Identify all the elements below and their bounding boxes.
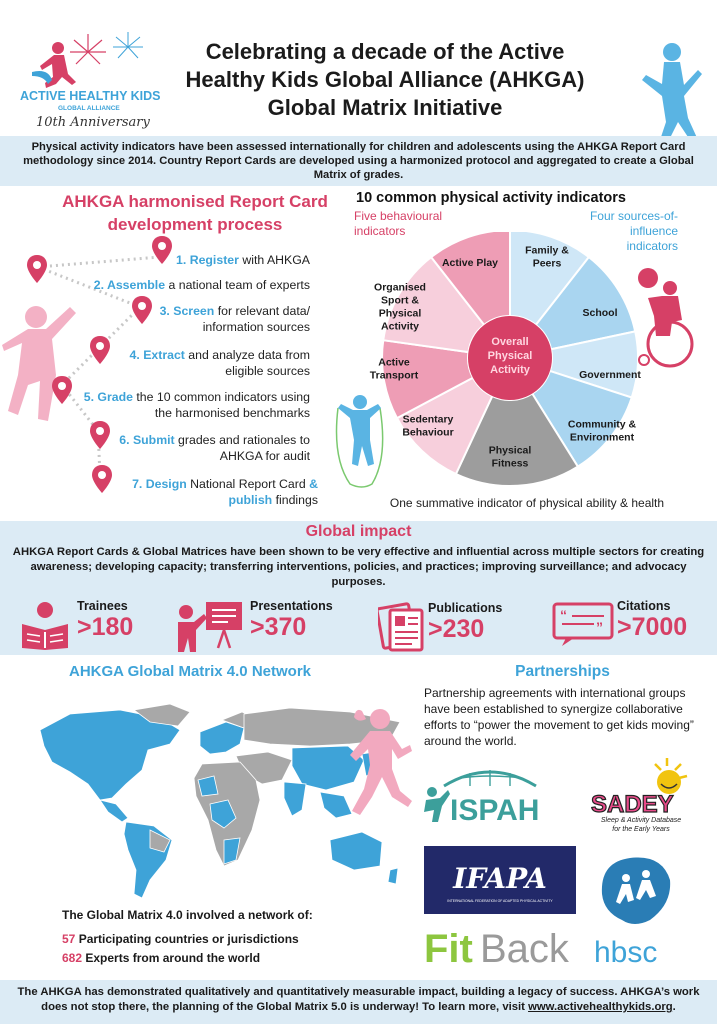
step-4-key: 4. Extract xyxy=(129,348,185,362)
wheel-segment-label: Organised Sport & Physical Activity xyxy=(374,281,426,333)
stat-citations-value: >7000 xyxy=(617,613,688,641)
step-4-line2: eligible sources xyxy=(225,364,310,378)
process-step-2 xyxy=(60,277,310,293)
wheel-segment-label: Family & Peers xyxy=(525,244,569,270)
step-6-line2: AHKGA for audit xyxy=(219,449,310,463)
wheelchair-basketball-illustration xyxy=(626,262,706,372)
svg-text:”: ” xyxy=(596,619,603,635)
network-countries-text: Participating countries or jurisdictions xyxy=(75,932,299,946)
step-5-line2: the harmonised benchmarks xyxy=(154,406,310,420)
process-step-1 xyxy=(130,252,310,268)
wheel-center-line-3: Activity xyxy=(490,364,530,376)
network-experts-count: 682 xyxy=(62,951,83,965)
network-row-countries xyxy=(62,932,392,946)
step-7-amp: & xyxy=(309,477,318,491)
step-4-text: and analyze data from xyxy=(184,348,310,362)
step-7-line2: findings xyxy=(272,493,318,507)
step-3-key: 3. Screen xyxy=(159,304,215,318)
map-pin-icon xyxy=(27,255,47,283)
wheel-segment-label: Active Transport xyxy=(369,356,419,382)
step-1-text: with AHKGA xyxy=(238,253,310,267)
presentation-icon xyxy=(174,600,246,652)
sadey-sub-2: for the Early Years xyxy=(612,826,670,833)
five-label-line-1: Five behavioural xyxy=(354,209,443,223)
ifapa-logo-text: IFAPA xyxy=(453,862,547,895)
stat-trainees-value: >180 xyxy=(77,613,134,641)
citation-icon xyxy=(552,602,614,646)
logo-line3: 10th Anniversary xyxy=(36,115,150,130)
wheel-center-line-2: Physical xyxy=(487,350,533,362)
step-7-text: National Report Card xyxy=(186,477,310,491)
step-1-key: 1. Register xyxy=(176,253,239,267)
step-5-text: the 10 common indicators using xyxy=(132,390,310,404)
stat-citations-label: Citations xyxy=(617,599,671,613)
process-title-line-2: development process xyxy=(107,215,283,234)
ispah-logo-text: ISPAH xyxy=(450,794,540,826)
network-row-experts xyxy=(62,951,392,965)
logo-line2: GLOBAL ALLIANCE xyxy=(58,105,120,112)
process-title xyxy=(40,190,350,236)
five-label-line-2: indicators xyxy=(354,224,406,238)
wheel-center-line-1: Overall xyxy=(491,336,529,348)
wheel-segment-label: Sedentary Behaviour xyxy=(402,413,454,439)
step-7-publish: publish xyxy=(228,493,273,507)
process-title-line-1: AHKGA harmonised Report Card xyxy=(62,192,328,211)
trainee-icon xyxy=(18,600,72,650)
network-countries-count: 57 xyxy=(62,932,76,946)
fitback-back-text: Back xyxy=(480,927,569,970)
step-3-line2: information sources xyxy=(202,320,310,334)
wheel-segment-label: Active Play xyxy=(441,257,499,269)
intro-banner xyxy=(0,136,717,186)
step-6-text: grades and rationales to xyxy=(174,433,310,447)
process-step-6 xyxy=(100,432,310,464)
process-step-3 xyxy=(100,303,310,335)
sadey-sub-1: Sleep & Activity Database xyxy=(600,817,682,824)
four-label-line-2: influence xyxy=(629,224,678,238)
jump-rope-child-illustration xyxy=(328,388,390,490)
footer-banner xyxy=(0,980,717,1024)
ifapa-logo xyxy=(424,846,576,914)
stat-presentations-label: Presentations xyxy=(250,599,333,613)
stat-trainees-label: Trainees xyxy=(77,599,128,613)
sadey-logo xyxy=(585,754,710,834)
step-3-text: for relevant data/ xyxy=(214,304,310,318)
ahkga-anniversary-logo xyxy=(18,22,168,132)
hbsc-logo-text: hbsc xyxy=(594,936,658,968)
wheel-segment-label: Government xyxy=(579,369,641,381)
page-title xyxy=(150,38,620,122)
stat-publications-value: >230 xyxy=(428,615,485,643)
partnerships-text: Partnership agreements with international groups have been established to synergize collaborative efforts to “power the movement to get kids moving” around the world. xyxy=(424,686,694,748)
logo-line1: ACTIVE HEALTHY KIDS xyxy=(20,89,161,103)
global-impact-title: Global impact xyxy=(305,523,412,540)
publications-icon xyxy=(378,600,426,652)
title-line-2: Healthy Kids Global Alliance (AHKGA) xyxy=(185,67,585,92)
hbsc-logo xyxy=(590,850,680,968)
stat-publications-label: Publications xyxy=(428,601,503,615)
sadey-logo-text: SADEY xyxy=(591,791,674,818)
four-label-line-1: Four sources-of- xyxy=(589,209,678,223)
four-label-line-3: indicators xyxy=(626,239,678,253)
fitback-logo xyxy=(424,920,584,970)
logo-graphic xyxy=(18,22,168,132)
step-2-key: 2. Assemble xyxy=(93,278,166,292)
step-6-key: 6. Submit xyxy=(119,433,175,447)
intro-text: Physical activity indicators have been assessed internationally for children and adolescents using the AHKGA Report Card methodology since 2014. Country Report Cards are developed using a harmonized protocol and aggregated to create a Global Matrix of grades. xyxy=(23,141,694,181)
wheel-segment-label: School xyxy=(582,307,618,319)
footer-end: . xyxy=(672,1001,676,1013)
fitback-fit-text: Fit xyxy=(424,927,473,970)
wheel-segment-label: Physical Fitness xyxy=(488,444,532,470)
step-5-key: 5. Grade xyxy=(83,390,133,404)
network-subtitle: The Global Matrix 4.0 involved a network of: xyxy=(62,908,313,922)
title-line-1: Celebrating a decade of the Active xyxy=(205,39,565,64)
network-title: AHKGA Global Matrix 4.0 Network xyxy=(69,663,311,680)
partnerships-title: Partnerships xyxy=(515,663,610,680)
footer-text: The AHKGA has demonstrated qualitatively and quantitatively measurable impact, building a legacy of success. AHKGA’s work does not stop there, the planning of the Global Matrix 5.0 is underway! To learn more, visit xyxy=(17,986,700,1013)
stat-presentations-value: >370 xyxy=(250,613,307,641)
svg-text:“: “ xyxy=(560,607,567,623)
process-step-5 xyxy=(60,389,310,421)
ispah-logo xyxy=(420,764,560,826)
network-experts-text: Experts from around the world xyxy=(82,951,261,965)
jumping-child-illustration xyxy=(628,30,708,150)
wheel-segment-label: Community & Environment xyxy=(567,418,637,444)
wheel-title: 10 common physical activity indicators xyxy=(356,190,626,206)
ifapa-sub-text: INTERNATIONAL FEDERATION OF ADAPTED PHYSICAL ACTIVITY xyxy=(447,899,553,903)
running-child-illustration xyxy=(340,705,415,820)
step-2-text: a national team of experts xyxy=(165,278,310,292)
global-impact-text: AHKGA Report Cards & Global Matrices have been shown to be very effective and influential across multiple sectors for creating awareness; developing capacity; transferring interventions, policies, and practices; improving surveillance; and advocacy purposes. xyxy=(12,546,705,588)
process-step-4 xyxy=(100,347,310,379)
step-7-key: 7. Design xyxy=(132,477,187,491)
title-line-3: Global Matrix Initiative xyxy=(267,95,503,120)
summative-indicator-caption: One summative indicator of physical ability & health xyxy=(389,496,665,510)
process-step-7 xyxy=(100,476,318,508)
footer-link[interactable]: www.activehealthykids.org xyxy=(528,1001,673,1013)
